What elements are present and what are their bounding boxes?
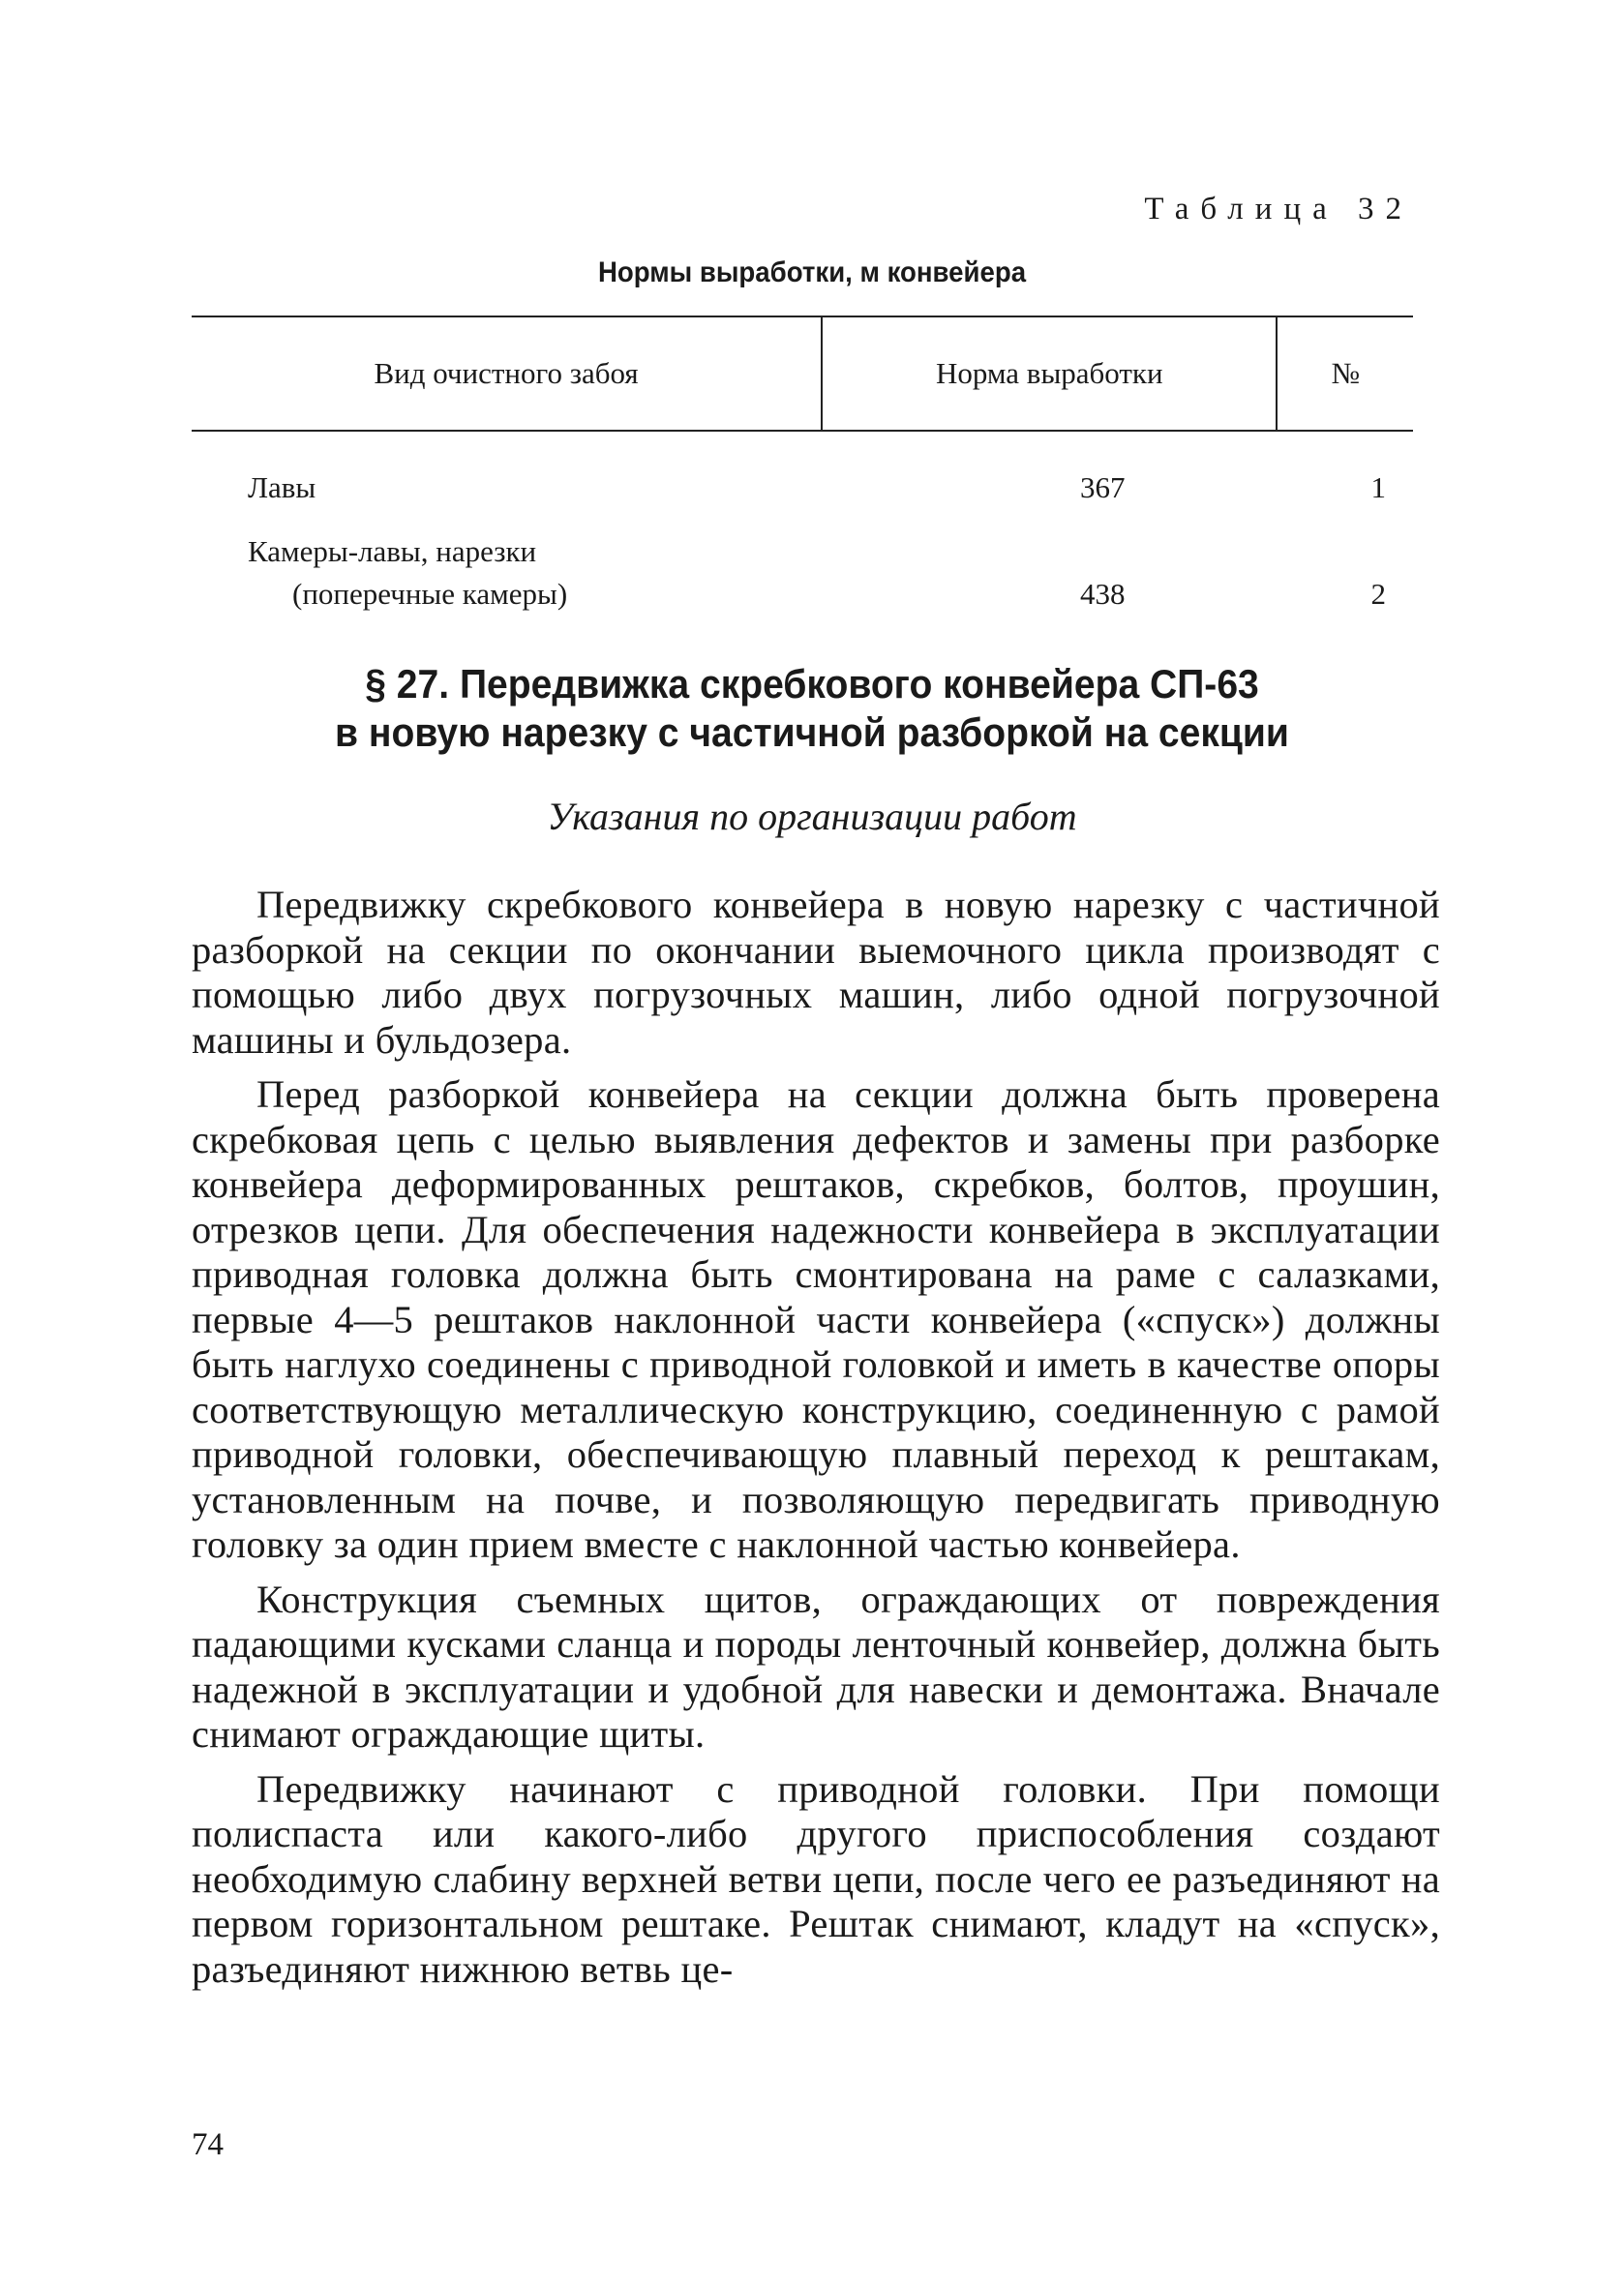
- paragraph: Конструкция съемных щитов, ограждающих от повреждения падающими кусками сланца и породы ленточный конвейер, должна быть надежной в эксплуатации и удобной для навески и демонтажа. Вначале снимают ограждающие щиты.: [192, 1577, 1440, 1756]
- norms-table: [192, 316, 1413, 616]
- table-cell-number: 2: [1370, 577, 1386, 611]
- paragraph: Передвижку начинают с приводной головки. При помощи полиспаста или какого-либо другого приспособления создают необходимую слабину верхней ветви цепи, после чего ее разъединяют на первом горизонтальном рештаке. Рештак снимают, кладут на «спуск», разъединяют нижнюю ветвь це-: [192, 1766, 1440, 1991]
- paragraph: Перед разборкой конвейера на секции должна быть проверена скребковая цепь с целью выявления дефектов и замены при разборке конвейера деформированных рештаков, скребков, болтов, проушин, отрезков цепи. Для обеспечения надежности конвейера в эксплуатации приводная головка должна быть смонтирована на раме с салазками, первые 4—5 рештаков наклонной части конвейера («спуск») должны быть наглухо соединены с приводной головкой и иметь в качестве опоры соответствующую металлическую конструкцию, соединенную с рамой приводной головки, обеспечивающую плавный переход к рештакам, установленным на почве, и позволяющую передвигать приводную головку за один прием вместе с наклонной частью конвейера.: [192, 1072, 1440, 1566]
- table-label: Таблица 32: [1144, 192, 1413, 226]
- body-text: [192, 883, 1440, 2001]
- page-number: 74: [192, 2127, 224, 2162]
- table-cell-norm: 367: [1080, 470, 1126, 504]
- face-type-line1: Камеры-лавы, нарезки: [248, 534, 537, 568]
- table-cell-face-type: [192, 509, 822, 616]
- column-header-number: №: [1331, 356, 1361, 390]
- paragraph: Передвижку скребкового конвейера в новую нарезку с частичной разборкой на секции по окончании выемочного цикла производят с помощью либо двух погрузочных машин, либо одной погрузочной машины и бульдозера.: [192, 883, 1440, 1062]
- section-heading: [57, 660, 1568, 757]
- table-cell-number: 1: [1370, 470, 1386, 504]
- table-row: [192, 431, 1413, 509]
- table-cell-face-type: [192, 431, 822, 509]
- table-header-row: [192, 316, 1413, 431]
- face-type-line2: (поперечные камеры): [292, 577, 568, 611]
- face-type-line1: Лавы: [248, 470, 316, 504]
- column-header-norm: Норма выработки: [822, 316, 1277, 431]
- section-heading-line1: § 27. Передвижка скребкового конвейера СП-63: [365, 661, 1259, 707]
- table-cell-norm: 438: [1080, 577, 1126, 611]
- section-heading-line2: в новую нарезку с частичной разборкой на секции: [335, 709, 1289, 755]
- column-header-face-type: Вид очистного забоя: [192, 316, 822, 431]
- table-row: [192, 509, 1413, 616]
- table-title: Нормы выработки, м конвейера: [597, 256, 1027, 288]
- section-subheading: Указания по организации работ: [547, 795, 1077, 838]
